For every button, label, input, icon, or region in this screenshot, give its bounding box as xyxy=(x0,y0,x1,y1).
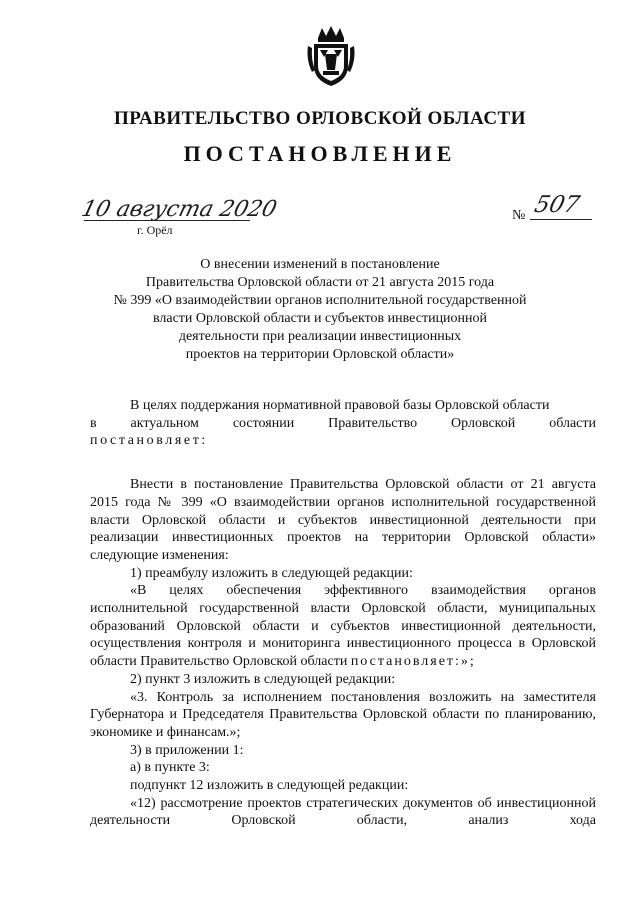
quoted-text: «3. Контроль за исполнением постановления возложить на заместителя Губернатора и Председателя Правительства Орловской области по планированию, экономике и финансам.»; xyxy=(90,689,596,740)
heading-line: деятельности при реализации инвестиционных xyxy=(178,329,462,345)
document-body xyxy=(90,397,596,830)
handwritten-number: 507 xyxy=(531,192,583,218)
paragraph: Внести в постановление Правительства Орловской области от 21 августа 2015 года № 399 «О взаимодействии органов исполнительной государственной власти Орловской области и субъектов инвестиционной деятельности при реализации инвестиционных проектов на территории Орловской области» следующие изменения: xyxy=(90,477,596,563)
quote-text: «В целях обеспечения эффективного взаимодействия органов исполнительной государственной власти Орловской области, муниципальных образований Орловской области и субъектов инвестиционной деятельности, осуществления контроля и мониторинга инвестиционного процесса в Орловской области Правительство Орловской области xyxy=(90,583,596,670)
document-type: ПОСТАНОВЛЕНИЕ xyxy=(183,141,457,166)
coat-of-arms-emblem xyxy=(306,24,356,88)
heading-line: № 399 «О взаимодействии органов исполнительной государственной xyxy=(113,293,527,309)
list-item: 2) пункт 3 изложить в следующей редакции: xyxy=(130,671,396,687)
intro-line: в актуальном состоянии Правительство Орловской области xyxy=(90,415,596,431)
quoted-text: «12) рассмотрение проектов стратегических документов об инвестиционной деятельности Орловской области, анализ хода xyxy=(90,795,596,829)
heading-line: О внесении изменений в постановление xyxy=(200,257,440,272)
quoted-text xyxy=(90,582,596,671)
decree-word: постановляет: xyxy=(90,433,208,449)
date-underline xyxy=(84,220,250,221)
document-heading xyxy=(60,256,580,365)
heading-line: Правительства Орловской области от 21 августа 2015 года xyxy=(145,275,495,291)
city-label: г. Орёл xyxy=(137,223,173,237)
intro-line: В целях поддержания нормативной правовой базы Орловской области xyxy=(130,398,550,413)
list-item: 3) в приложении 1: xyxy=(130,742,244,758)
decree-word: постановляет:»; xyxy=(350,654,476,670)
number-sign: № xyxy=(512,208,526,223)
list-item: подпункт 12 изложить в следующей редакции: xyxy=(130,778,409,794)
list-item: 1) преамбулу изложить в следующей редакции: xyxy=(130,565,413,581)
organization-title: ПРАВИТЕЛЬСТВО ОРЛОВСКОЙ ОБЛАСТИ xyxy=(113,108,526,129)
heading-line: власти Орловской области и субъектов инвестиционной xyxy=(152,311,488,327)
heading-line: проектов на территории Орловской области» xyxy=(185,347,455,363)
number-underline xyxy=(530,219,592,220)
list-item: а) в пункте 3: xyxy=(130,760,210,776)
handwritten-date: 10 августа 2020 xyxy=(78,197,280,222)
